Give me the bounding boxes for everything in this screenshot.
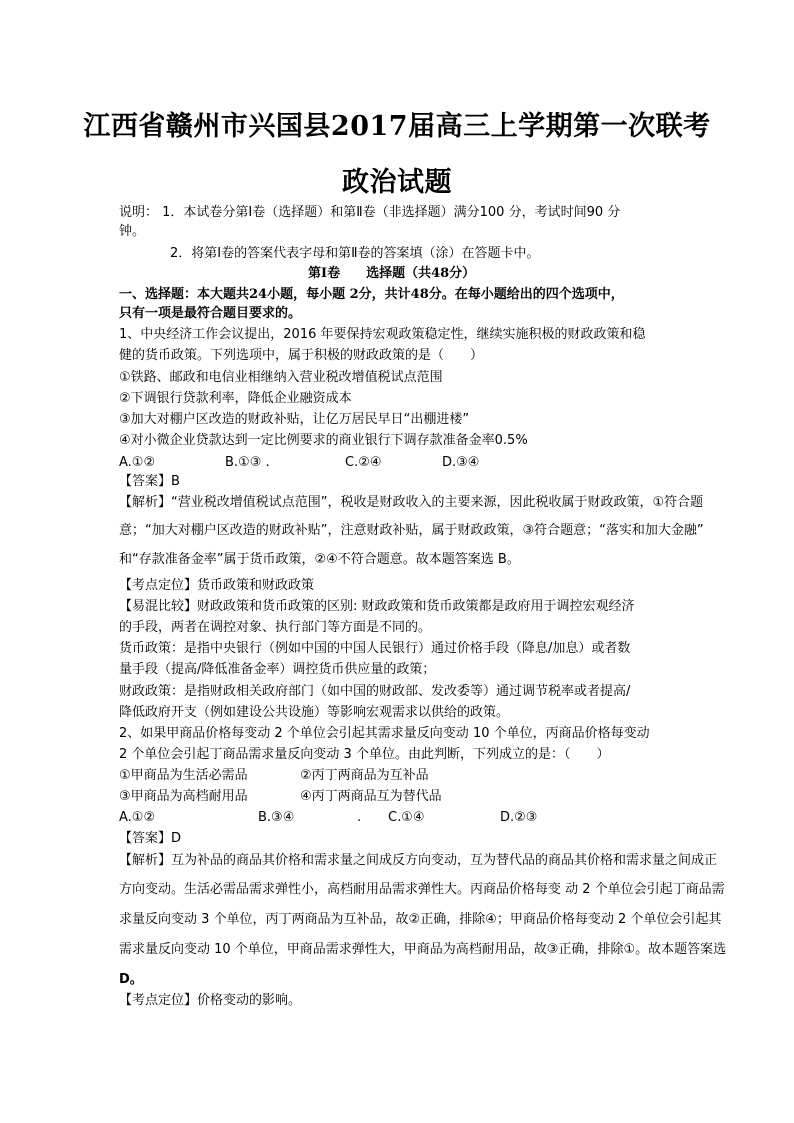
section-heading: 第Ⅰ卷 选择题（共48分） xyxy=(308,266,476,281)
q2-option-b: B.③④ xyxy=(258,810,295,825)
q1-option-c: C.②④ xyxy=(345,455,382,470)
q1-comparison-5: 财政政策：是指财政相关政府部门（如中国的财政部、发改委等）通过调节税率或者提高/ xyxy=(119,684,631,699)
section-intro-2: 只有一项是最符合题目要求的。 xyxy=(119,306,302,321)
q1-option-b: B.①③ . xyxy=(225,455,270,470)
q1-item-4: ④对小微企业贷款达到一定比例要求的商业银行下调存款准备金率0.5% xyxy=(119,433,528,448)
q1-key-point: 【考点定位】货币政策和财政政策 xyxy=(119,578,315,593)
section-intro-1: 一、选择题：本大题共24小题，每小题 2分，共计48分。在每小题给出的四个选项中， xyxy=(119,287,624,302)
q2-item-2: ②丙丁两商品为互补品 xyxy=(300,768,429,783)
q2-explanation-3: 求量反向变动 3 个单位，丙丁两商品为互补品，故②正确，排除④；甲商品价格每变动 2 个单位会引起其 xyxy=(119,912,722,927)
q2-explanation-4: 需求量反向变动 10 个单位，甲商品需求弹性大，甲商品为高档耐用品，故③正确，排除①。故本题答案选 xyxy=(119,942,727,957)
q1-answer: 【答案】B xyxy=(119,474,180,489)
q2-answer: 【答案】D xyxy=(119,831,182,846)
q2-option-a: A.①② xyxy=(119,810,156,825)
q2-stem-1: 2、如果甲商品价格每变动 2 个单位会引起其需求量反向变动 10 个单位，丙商品价格每变动 xyxy=(119,726,650,741)
q1-item-1: ①铁路、邮政和电信业相继纳入营业税改增值税试点范围 xyxy=(119,370,443,385)
instruction-line-1: 说明： 1．本试卷分第Ⅰ卷（选择题）和第Ⅱ卷（非选择题）满分100 分，考试时间90 分 xyxy=(119,205,621,220)
q2-item-3: ③甲商品为高档耐用品 xyxy=(119,789,248,804)
q1-stem-1: 1、中央经济工作会议提出，2016 年要保持宏观政策稳定性，继续实施积极的财政政策和稳 xyxy=(119,327,646,342)
q2-explanation-2: 方向变动。生活必需品需求弹性小，高档耐用品需求弹性大。丙商品价格每变 动 2 个单位会引起丁商品需 xyxy=(119,882,725,897)
q1-comparison-6: 降低政府开支（例如建设公共设施）等影响宏观需求以供给的政策。 xyxy=(119,705,510,720)
q2-option-separator: . xyxy=(357,810,362,825)
q1-explanation-1: 【解析】“营业税改增值税试点范围”，税收是财政收入的主要来源，因此税收属于财政政策，①符合题 xyxy=(119,495,704,510)
q1-item-2: ②下调银行贷款利率，降低企业融资成本 xyxy=(119,391,352,406)
q2-option-c: C.①④ xyxy=(388,810,425,825)
q1-item-3: ③加大对棚户区改造的财政补贴，让亿万居民早日“出棚进楼” xyxy=(119,412,470,427)
q2-key-point: 【考点定位】价格变动的影响。 xyxy=(119,993,302,1008)
q1-comparison-1: 【易混比较】财政政策和货币政策的区别: 财政政策和货币政策都是政府用于调控宏观经济 xyxy=(119,599,635,614)
q2-stem-2: 2 个单位会引起丁商品需求量反向变动 3 个单位。由此判断，下列成立的是：（ ） xyxy=(119,747,610,762)
q1-option-d: D.③④ xyxy=(442,455,480,470)
q2-explanation-5: D。 xyxy=(119,972,143,987)
instruction-line-2: 2．将第Ⅰ卷的答案代表字母和第Ⅱ卷的答案填（涂）在答题卡中。 xyxy=(170,246,540,261)
q2-option-d: D.②③ xyxy=(500,810,538,825)
q1-explanation-2: 意；“加大对棚户区改造的财政补贴”，注意财政补贴，属于财政政策，③符合题意；“落实和加大金融” xyxy=(119,523,704,538)
instruction-line-1b: 钟。 xyxy=(119,224,146,239)
q1-option-a: A.①② xyxy=(119,455,156,470)
q1-stem-2: 健的货币政策。下列选项中，属于积极的财政政策的是（ ） xyxy=(119,348,484,363)
q2-item-4: ④丙丁两商品互为替代品 xyxy=(300,789,442,804)
q2-explanation-1: 【解析】互为补品的商品其价格和需求量之间成反方向变动，互为替代品的商品其价格和需求量之间成正 xyxy=(119,853,718,868)
exam-subtitle: 政治试题 xyxy=(342,167,452,198)
q2-item-1: ①甲商品为生活必需品 xyxy=(119,768,248,783)
q1-comparison-4: 量手段（提高/降低准备金率）调控货币供应量的政策； xyxy=(119,662,436,677)
q1-explanation-3: 和“存款准备金率”属于货币政策，②④不符合题意。故本题答案选 B。 xyxy=(119,552,520,567)
q1-comparison-3: 货币政策：是指中央银行（例如中国的中国人民银行）通过价格手段（降息/加息）或者数 xyxy=(119,641,631,656)
exam-title: 江西省赣州市兴国县2017届高三上学期第一次联考 xyxy=(83,111,711,142)
q1-comparison-2: 的手段，两者在调控对象、执行部门等方面是不同的。 xyxy=(119,620,432,635)
